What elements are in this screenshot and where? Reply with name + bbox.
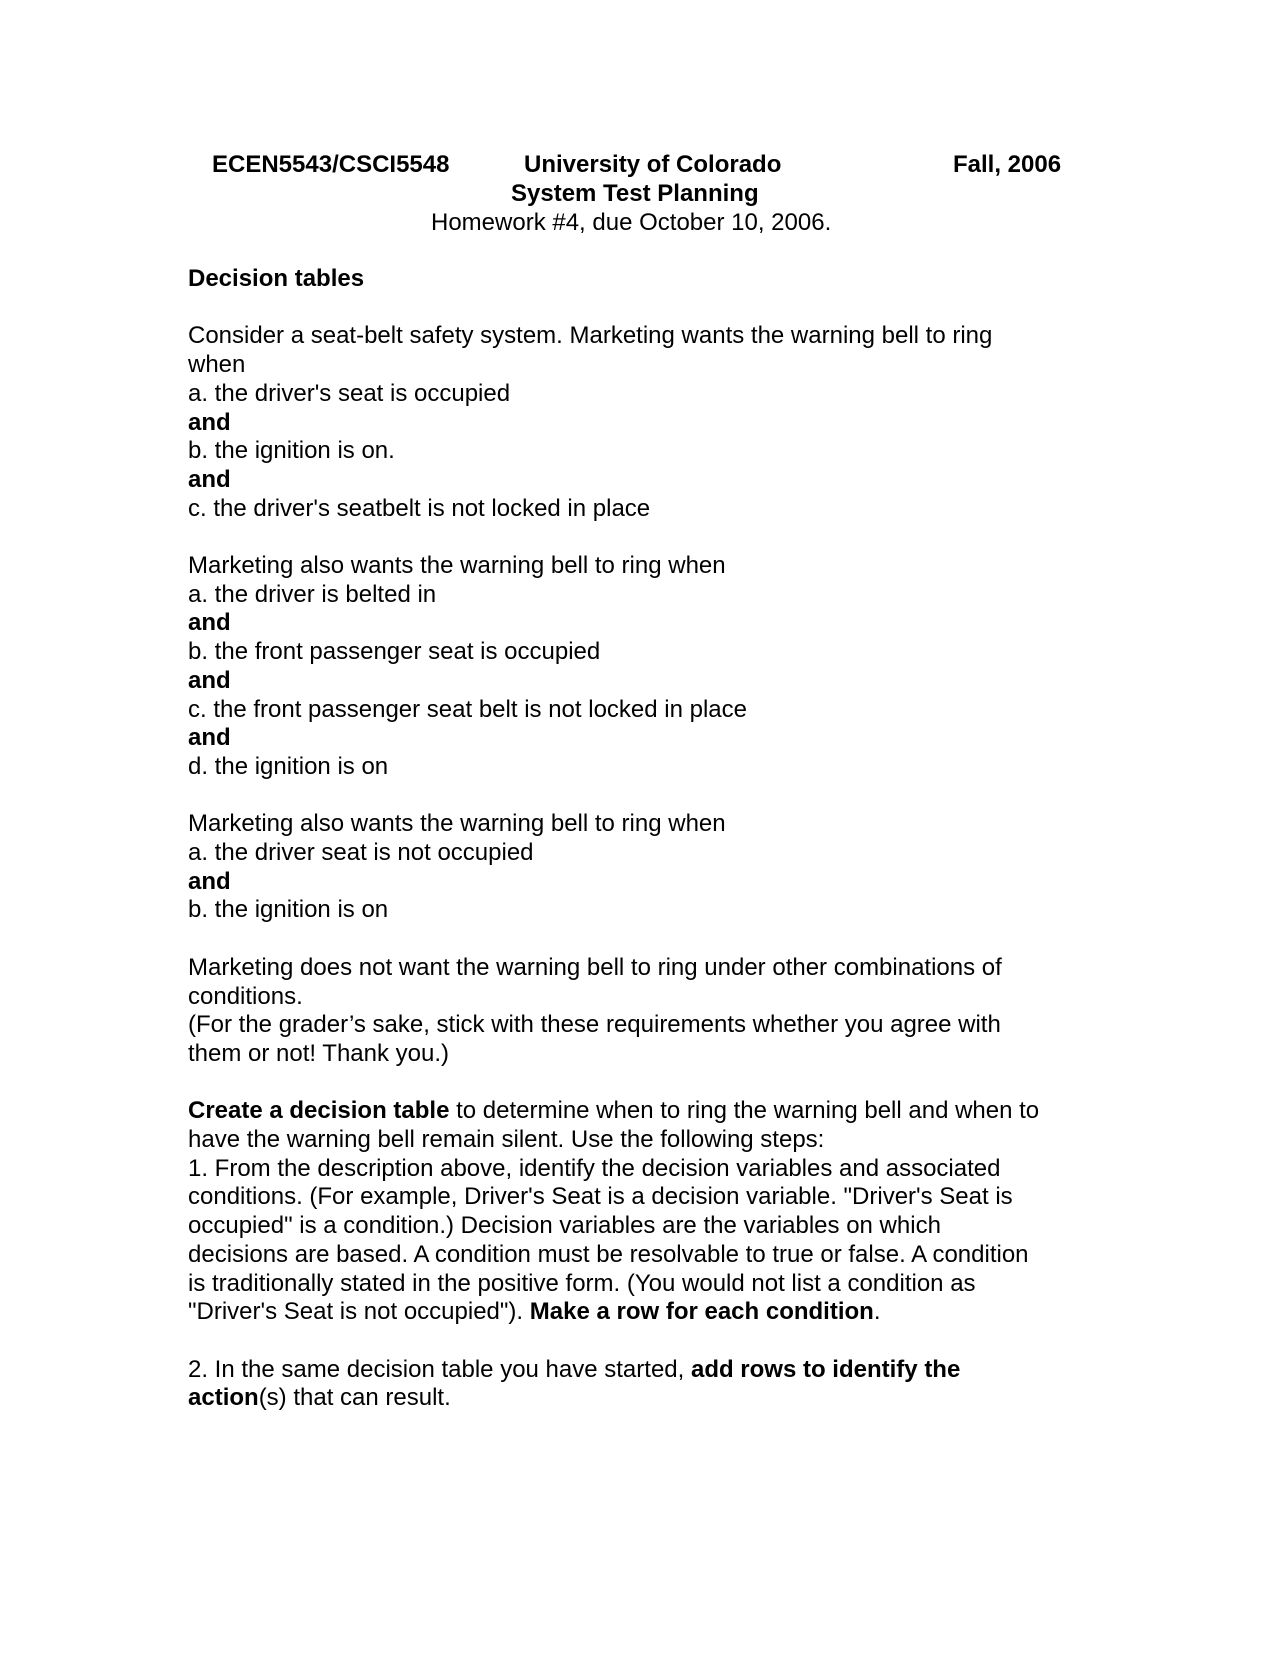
intro-line: Consider a seat-belt safety system. Marketing wants the warning bell to ring: [188, 322, 993, 350]
course-code: ECEN5543/CSCI5548: [212, 151, 450, 178]
condition-item: c. the front passenger seat belt is not locked in place: [188, 695, 747, 723]
condition-item: c. the driver's seatbelt is not locked in place: [188, 494, 651, 522]
condition-item: b. the ignition is on.: [188, 437, 395, 465]
condition-item: d. the ignition is on: [188, 752, 389, 780]
step-1-line: 1. From the description above, identify the decision variables and associated: [188, 1154, 1001, 1182]
rule-intro: Marketing also wants the warning bell to ring when: [188, 552, 726, 579]
other-text: them or not! Thank you.): [188, 1039, 450, 1067]
other-text: Marketing does not want the warning bell to ring under other combinations of: [188, 953, 1002, 981]
task-line: have the warning bell remain silent. Use the following steps:: [188, 1126, 825, 1154]
other-text: (For the grader’s sake, stick with these requirements whether you agree with: [188, 1011, 1001, 1039]
step-1-line: conditions. (For example, Driver's Seat is a decision variable. "Driver's Seat is: [188, 1183, 1013, 1211]
and-connector: and: [188, 867, 231, 895]
condition-item: a. the driver is belted in: [188, 580, 437, 608]
term: Fall, 2006: [953, 151, 1062, 178]
section-title: Decision tables: [188, 265, 365, 292]
step-2-line: action(s) that can result.: [188, 1384, 451, 1412]
homework-title: Homework #4, due October 10, 2006.: [431, 209, 832, 236]
task-line: Create a decision table to determine when to ring the warning bell and when to: [188, 1097, 1040, 1125]
document-body: [188, 265, 1088, 1413]
university-name: University of Colorado: [524, 151, 782, 178]
step-1-line: decisions are based. A condition must be resolvable to true or false. A condition: [188, 1240, 1029, 1268]
and-connector: and: [188, 666, 231, 694]
step-2-line: 2. In the same decision table you have started, add rows to identify the: [188, 1355, 961, 1383]
and-connector: and: [188, 465, 231, 493]
step-1-line: is traditionally stated in the positive form. (You would not list a condition as: [188, 1269, 976, 1297]
subject-title: System Test Planning: [511, 180, 759, 207]
condition-item: a. the driver's seat is occupied: [188, 379, 511, 407]
condition-item: a. the driver seat is not occupied: [188, 839, 534, 867]
other-text: conditions.: [188, 982, 303, 1010]
step-1-line: occupied" is a condition.) Decision variables are the variables on which: [188, 1212, 941, 1240]
intro-line: when: [188, 351, 246, 379]
and-connector: and: [188, 408, 231, 436]
and-connector: and: [188, 609, 231, 637]
step-1-line: "Driver's Seat is not occupied"). Make a row for each condition.: [188, 1298, 881, 1326]
condition-item: b. the ignition is on: [188, 896, 389, 924]
and-connector: and: [188, 724, 231, 752]
rule-intro: Marketing also wants the warning bell to ring when: [188, 810, 726, 838]
condition-item: b. the front passenger seat is occupied: [188, 638, 601, 666]
